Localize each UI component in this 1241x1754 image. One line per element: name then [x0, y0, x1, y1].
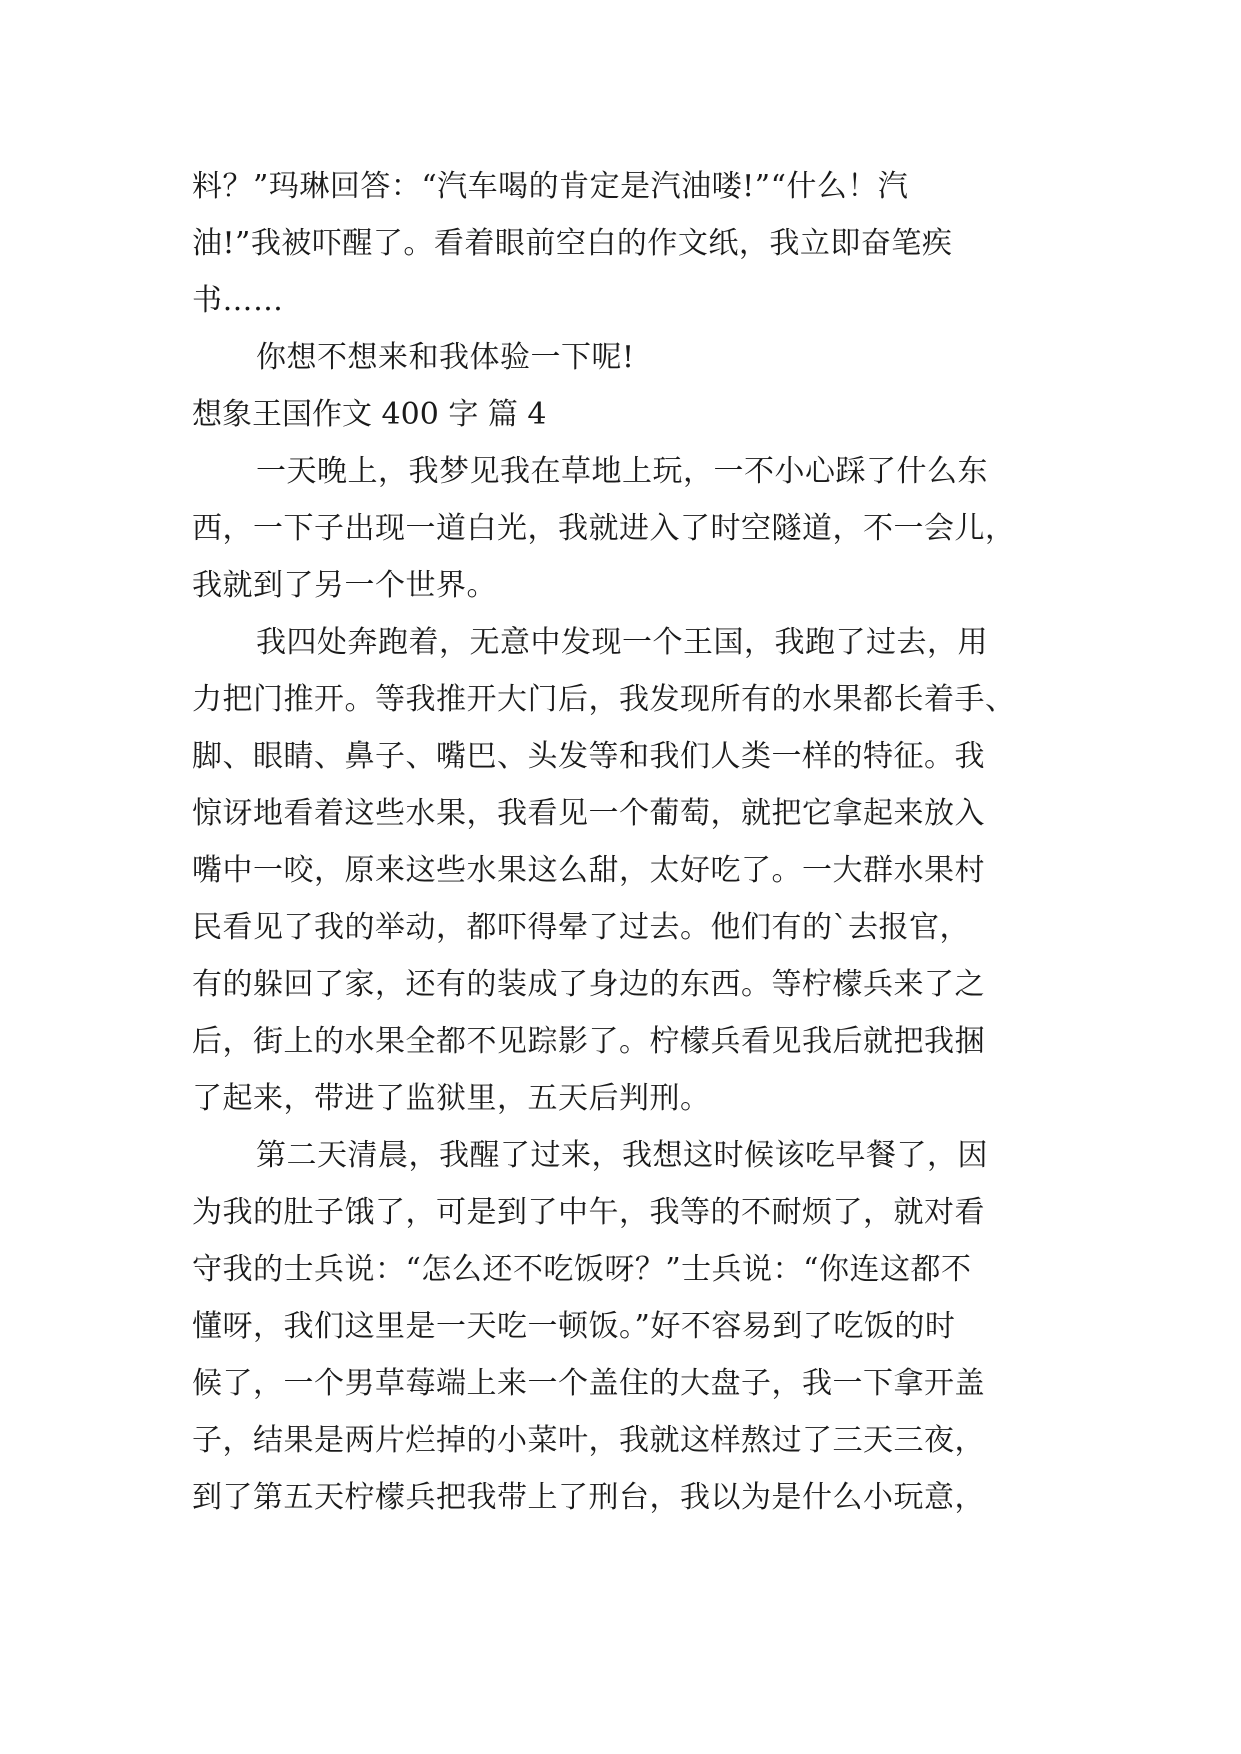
paragraph — [192, 1127, 1052, 1526]
text-line: 了起来，带进了监狱里，五天后判刑。 — [192, 1081, 711, 1116]
text-line: 书…… — [192, 283, 284, 318]
paragraph — [192, 443, 1052, 614]
text-line: 后，街上的水果全都不见踪影了。柠檬兵看见我后就把我捆 — [192, 1024, 985, 1059]
text-line: 到了第五天柠檬兵把我带上了刑台，我以为是什么小玩意， — [192, 1480, 985, 1515]
document-page — [192, 158, 1052, 1526]
text-line: 力把门推开。等我推开大门后，我发现所有的水果都长着手、 — [192, 682, 1016, 717]
text-line: 守我的士兵说：“怎么还不吃饭呀？”士兵说：“你连这都不 — [192, 1252, 972, 1287]
text-line: 西，一下子出现一道白光，我就进入了时空隧道，不一会儿， — [192, 511, 1016, 546]
text-line: 我四处奔跑着，无意中发现一个王国，我跑了过去，用 — [256, 625, 988, 660]
text-line: 为我的肚子饿了，可是到了中午，我等的不耐烦了，就对看 — [192, 1195, 985, 1230]
text-line: 嘴中一咬，原来这些水果这么甜，太好吃了。一大群水果村 — [192, 853, 985, 888]
text-line: 候了，一个男草莓端上来一个盖住的大盘子，我一下拿开盖 — [192, 1366, 985, 1401]
text-line: 一天晚上，我梦见我在草地上玩，一不小心踩了什么东 — [256, 454, 988, 489]
text-line: 子，结果是两片烂掉的小菜叶，我就这样熬过了三天三夜， — [192, 1423, 985, 1458]
text-line: 料？”玛琳回答：“汽车喝的肯定是汽油喽!”“什么！汽 — [192, 169, 909, 204]
paragraph — [192, 329, 1052, 386]
text-line: 民看见了我的举动，都吓得晕了过去。他们有的`去报官， — [192, 910, 970, 945]
section-heading: 想象王国作文 400 字 篇 4 — [192, 397, 547, 432]
text-line: 第二天清晨，我醒了过来，我想这时候该吃早餐了，因 — [256, 1138, 988, 1173]
paragraph — [192, 614, 1052, 1127]
text-line: 你想不想来和我体验一下呢! — [256, 340, 635, 375]
text-line: 脚、眼睛、鼻子、嘴巴、头发等和我们人类一样的特征。我 — [192, 739, 985, 774]
paragraph — [192, 158, 1052, 329]
text-line: 我就到了另一个世界。 — [192, 568, 497, 603]
text-line: 有的躲回了家，还有的装成了身边的东西。等柠檬兵来了之 — [192, 967, 985, 1002]
text-line: 懂呀，我们这里是一天吃一顿饭。”好不容易到了吃饭的时 — [192, 1309, 956, 1344]
text-line: 惊讶地看着这些水果，我看见一个葡萄，就把它拿起来放入 — [192, 796, 985, 831]
text-line: 油!”我被吓醒了。看着眼前空白的作文纸，我立即奋笔疾 — [192, 226, 953, 261]
